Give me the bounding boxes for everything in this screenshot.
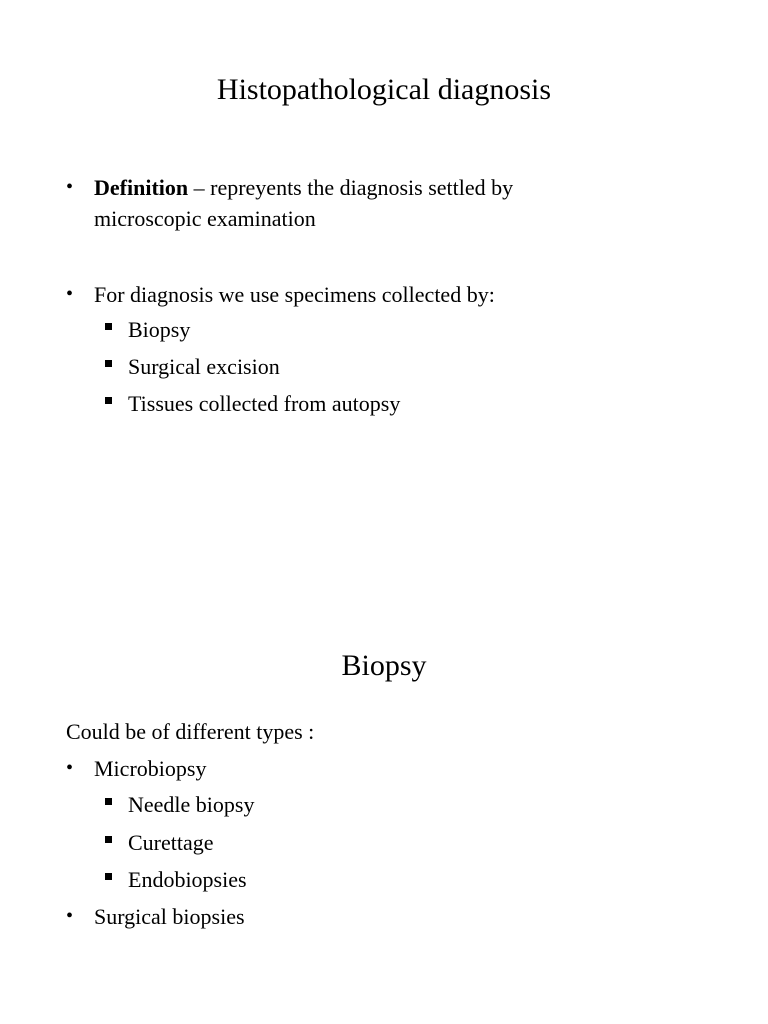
list-item: Biopsy	[128, 317, 191, 342]
list-item: Surgical excision	[128, 354, 280, 379]
definition-text-line1: – repreyents the diagnosis settled by	[188, 175, 514, 200]
square-bullet-icon	[105, 360, 112, 367]
list-item: Endobiopsies	[128, 867, 247, 892]
bullet-marker: •	[66, 283, 74, 305]
definition-text-line2: microscopic examination	[94, 206, 316, 231]
list-item: Tissues collected from autopsy	[128, 391, 401, 416]
bullet-marker: •	[66, 905, 74, 927]
bullet-marker: •	[66, 757, 74, 779]
specimens-intro: For diagnosis we use specimens collected by:	[94, 282, 495, 307]
square-bullet-icon	[105, 836, 112, 843]
slide-histopathological-diagnosis	[0, 0, 768, 500]
slide-title: Biopsy	[341, 649, 427, 682]
definition-term: Definition	[94, 175, 189, 200]
list-item: Needle biopsy	[128, 792, 255, 817]
bullet-marker: •	[66, 176, 74, 198]
square-bullet-icon	[105, 323, 112, 330]
surgical-biopsies-label: Surgical biopsies	[94, 904, 245, 929]
definition-item	[94, 172, 614, 203]
slide-biopsy	[0, 512, 768, 1024]
square-bullet-icon	[105, 397, 112, 404]
microbiopsy-label: Microbiopsy	[94, 756, 207, 781]
square-bullet-icon	[105, 798, 112, 805]
biopsy-intro: Could be of different types :	[66, 719, 315, 744]
list-item: Curettage	[128, 830, 214, 855]
square-bullet-icon	[105, 873, 112, 880]
slide-title: Histopathological diagnosis	[216, 73, 552, 106]
